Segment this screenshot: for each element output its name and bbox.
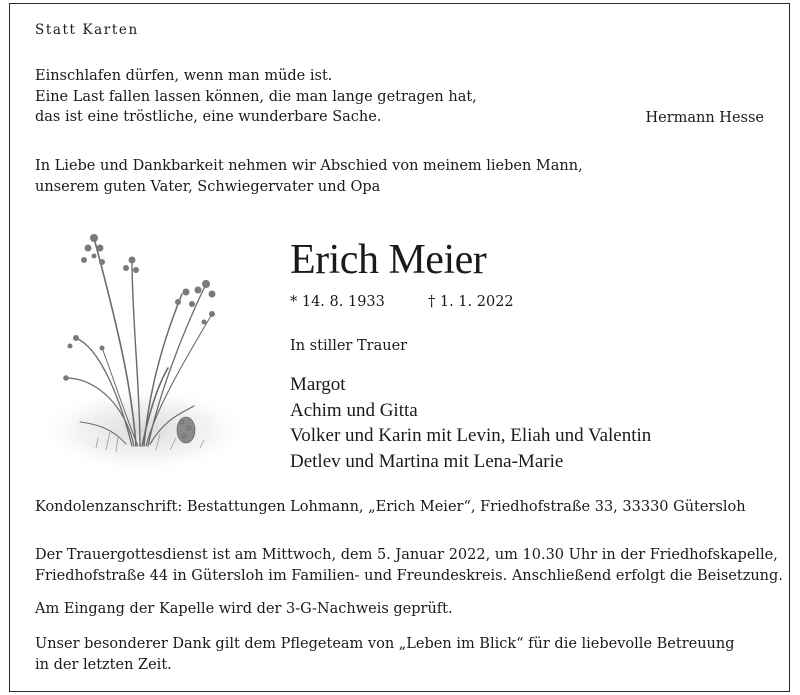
mourning-label: In stiller Trauer xyxy=(290,338,408,354)
death-date: † 1. 1. 2022 xyxy=(428,294,514,310)
thanks-line: in der letzten Zeit. xyxy=(35,657,172,673)
poem-line: Einschlafen dürfen, wenn man müde ist. xyxy=(35,68,333,84)
condolence-address: Kondolenzanschrift: Bestattungen Lohmann, „Erich Meier“, Friedhofstraße 33, 33330 Gütersloh xyxy=(35,499,746,515)
poem xyxy=(35,66,477,128)
birth-date: * 14. 8. 1933 xyxy=(290,294,385,310)
service-line: Der Trauergottesdienst ist am Mittwoch, dem 5. Januar 2022, um 10.30 Uhr in der Friedhofskapelle, xyxy=(35,547,778,563)
family-member: Detlev und Martina mit Lena-Marie xyxy=(290,450,564,472)
poem-line: Eine Last fallen lassen können, die man lange getragen hat, xyxy=(35,88,477,105)
intro-line: unserem guten Vater, Schwiegervater und Opa xyxy=(35,179,381,195)
notice-header: Statt Karten xyxy=(35,22,139,38)
family-member: Volker und Karin mit Levin, Eliah und Valentin xyxy=(290,425,652,446)
thanks-note xyxy=(35,634,735,676)
covid-note: Am Eingang der Kapelle wird der 3-G-Nachweis geprüft. xyxy=(35,601,453,617)
service-info xyxy=(35,545,783,587)
family-list xyxy=(290,372,651,474)
service-line: Friedhofstraße 44 in Gütersloh im Familien- und Freundeskreis. Anschließend erfolgt die Beisetzung. xyxy=(35,568,783,584)
thanks-line: Unser besonderer Dank gilt dem Pflegeteam von „Leben im Blick“ für die liebevolle Betreuung xyxy=(35,636,735,652)
intro-text xyxy=(35,156,583,198)
family-member: Achim und Gitta xyxy=(290,399,418,421)
deceased-name: Erich Meier xyxy=(290,237,487,283)
poem-author: Hermann Hesse xyxy=(645,110,764,126)
family-member: Margot xyxy=(290,374,346,395)
poem-line: das ist eine tröstliche, eine wunderbare Sache. xyxy=(35,109,382,125)
grass-flowers-illustration xyxy=(36,218,256,476)
intro-line: In Liebe und Dankbarkeit nehmen wir Abschied von meinem lieben Mann, xyxy=(35,158,583,174)
